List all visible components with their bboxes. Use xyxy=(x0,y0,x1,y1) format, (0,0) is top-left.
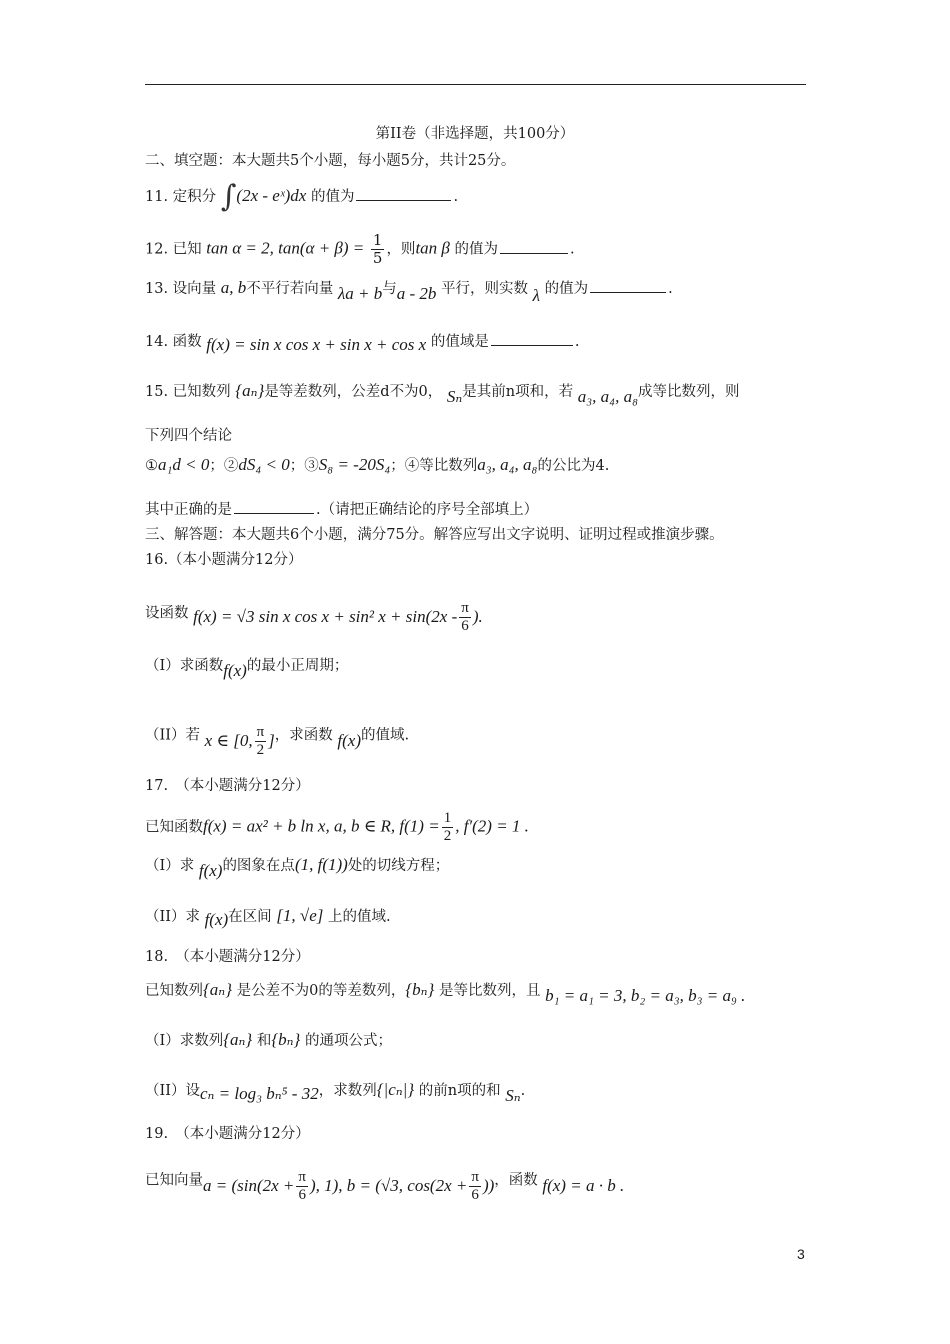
fill-blank-heading: 二、填空题：本大题共5个小题，每小题5分，共计25分。 xyxy=(145,153,516,169)
q12-expression: tan α = 2, tan(α + β) = xyxy=(206,238,365,258)
question-18-title: 18. （本小题满分12分） xyxy=(145,949,310,965)
page-number: 3 xyxy=(797,1246,805,1262)
question-19-statement: 已知向量a = (sin(2x + $\frac{\pi}{6}$ ), 1), b = (√3, cos(2x + $\frac{\pi}{6}$ ))，函数 f(x) = a · b . xyxy=(145,1169,625,1203)
question-15-line-2: 下列四个结论 xyxy=(145,428,232,444)
question-11: 11. 定积分 ∫(2x - eˣ)dx 的值为 . xyxy=(145,179,459,214)
question-17-statement: 已知函数f(x) = ax² + b ln x, a, b ∈ R, f(1) = $\frac{1}{2}$ , f′(2) = 1 . xyxy=(145,810,529,844)
header-rule xyxy=(145,84,806,85)
question-15-conclusions: ①a₁d < 0；②dS₄ < 0；③S₈ = -20S₄；④等比数列a₃, a₄, a₈的公比为4. xyxy=(145,455,610,474)
question-17-part-1: （I）求 f(x)的图象在点(1, f(1))处的切线方程； xyxy=(145,855,450,880)
answer-blank-15 xyxy=(234,501,314,514)
answer-blank-14 xyxy=(491,333,573,346)
answer-blank-11 xyxy=(356,188,451,201)
solve-heading: 三、解答题：本大题共6个小题，满分75分。解答应写出文字说明、证明过程或推演步骤。 xyxy=(145,527,724,543)
question-19-title: 19. （本小题满分12分） xyxy=(145,1126,310,1142)
question-17-title: 17. （本小题满分12分） xyxy=(145,778,310,794)
question-15-answer: 其中正确的是 .（请把正确结论的序号全部填上） xyxy=(145,502,539,518)
question-16-statement: 设函数 f(x) = √3 sin x cos x + sin² x + sin(2x - $\frac{\pi}{6}$ ). xyxy=(145,600,483,634)
question-16-part-2: （II）若 x ∈ [0, $\frac{\pi}{2}$ ]，求函数 f(x)的值域. xyxy=(145,724,410,758)
question-18-part-2: （II）设cₙ = log₃ bₙ⁵ - 32，求数列{|cₙ|} 的前n项的和 Sₙ. xyxy=(145,1080,526,1105)
question-15: 15. 已知数列 {aₙ}是等差数列，公差d不为0， Sₙ是其前n项和，若 a₃, a₄, a₈成等比数列，则 xyxy=(145,381,740,406)
question-16-title: 16.（本小题满分12分） xyxy=(145,552,303,568)
q12-fraction: $\frac{1}{5}$ xyxy=(372,231,383,267)
question-12: 12. 已知 tan α = 2, tan(α + β) = $\frac{1}{5}$ ，则tan β 的值为 . xyxy=(145,231,575,267)
question-13: 13. 设向量 a, b不平行若向量 λa + b与a - 2b 平行，则实数 λ 的值为 . xyxy=(145,278,673,305)
question-16-part-1: （I）求函数f(x)的最小正周期； xyxy=(145,658,349,680)
question-18-part-1: （I）求数列{aₙ} 和{bₙ} 的通项公式； xyxy=(145,1030,392,1049)
answer-blank-12 xyxy=(500,241,568,254)
answer-blank-13 xyxy=(590,280,666,293)
question-17-part-2: （II）求 f(x)在区间 [1, √e] 上的值域. xyxy=(145,906,391,929)
integral-sign: ∫ xyxy=(220,179,237,214)
question-14: 14. 函数 f(x) = sin x cos x + sin x + cos x 的值域是 . xyxy=(145,334,580,354)
q11-expression: (2x - eˣ)dx xyxy=(236,186,307,205)
part-title: 第II卷（非选择题，共100分） xyxy=(375,126,575,142)
question-18-statement: 已知数列{aₙ} 是公差不为0的等差数列，{bₙ} 是等比数列，且 b₁ = a₁ = 3, b₂ = a₃, b₃ = a₉ . xyxy=(145,980,746,1005)
